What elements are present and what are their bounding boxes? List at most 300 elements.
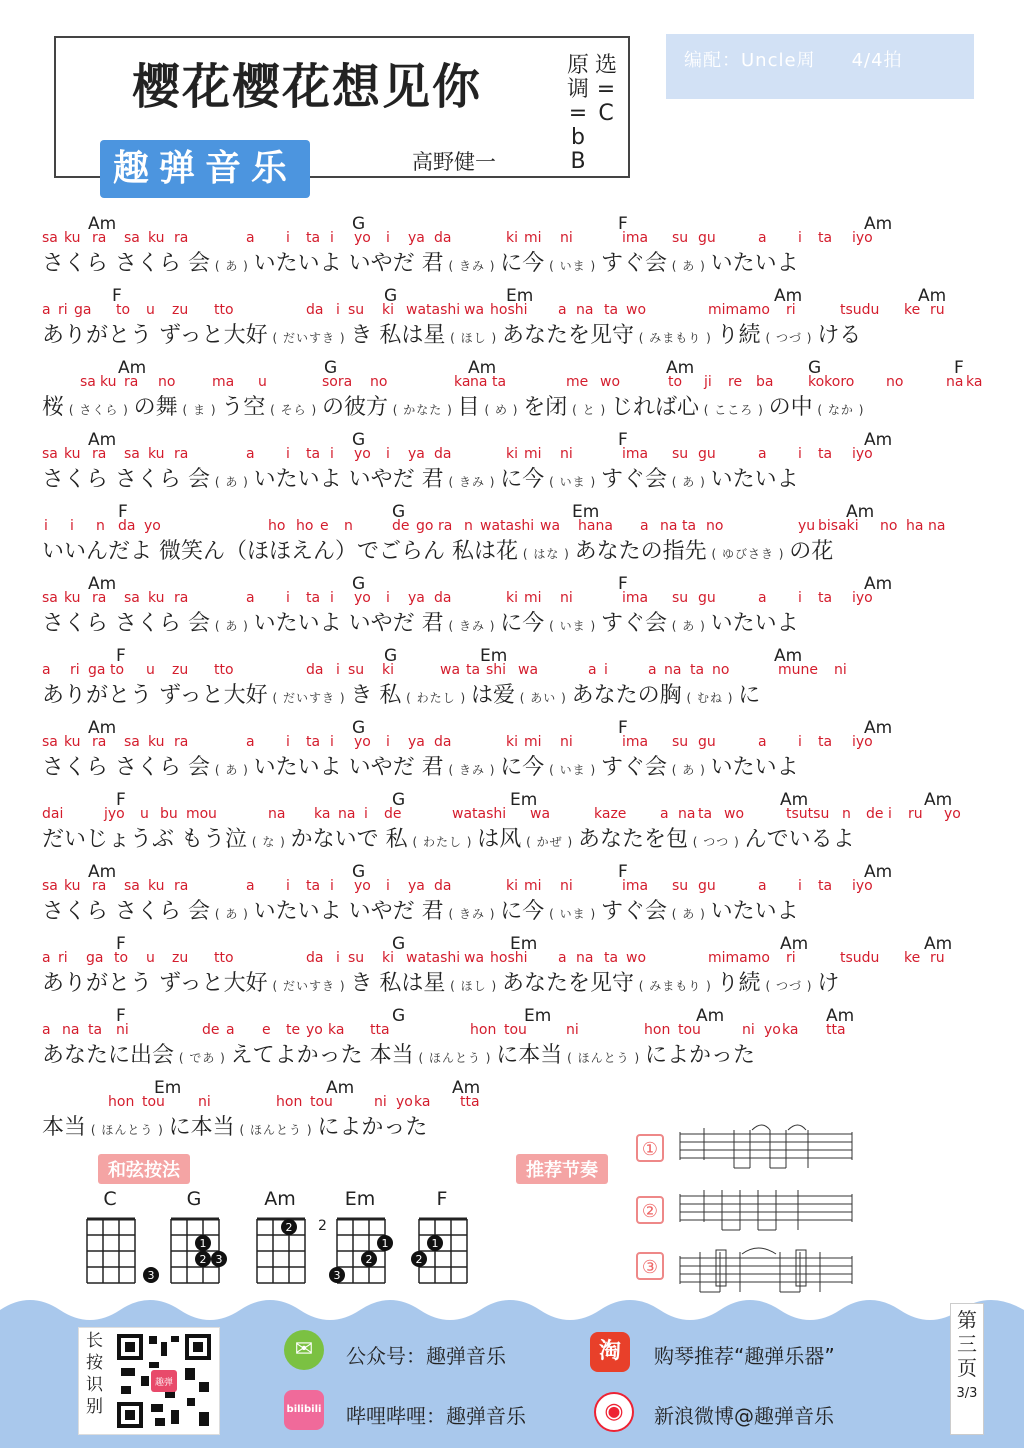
key-select: 选=C [594, 53, 617, 126]
chord-symbol: F [618, 574, 628, 594]
reading-text: あ [225, 259, 239, 273]
close-paren: ) [484, 763, 501, 777]
open-paren: ( [267, 331, 283, 345]
chord-symbol: G [352, 430, 366, 450]
romaji-syllable: ta [306, 446, 321, 462]
romaji-syllable: u [146, 950, 155, 966]
romaji-syllable: ta [88, 1022, 103, 1038]
romaji-syllable: ka [782, 1022, 799, 1038]
chord-symbol: F [116, 1006, 126, 1026]
lyric-segment: えてよかった 本当 [230, 1043, 414, 1068]
finger-number: 2 [365, 1253, 373, 1266]
chord-symbol: Am [696, 1006, 725, 1026]
romaji-syllable: ki [506, 590, 518, 606]
close-paren: ) [206, 403, 222, 417]
romaji-syllable: sa [42, 230, 58, 246]
lyric-segment: いたいよ いやだ 君 [253, 251, 444, 276]
reading-annotation [210, 763, 254, 777]
romaji-syllable: ya [408, 590, 425, 606]
romaji-syllable: i [888, 806, 892, 822]
chord-symbol: G [392, 1006, 406, 1026]
romaji-syllable: to [114, 950, 129, 966]
romaji-syllable: ga [86, 950, 104, 966]
close-paren: ) [238, 475, 254, 489]
lyric-segment: に今 [500, 251, 545, 276]
lyric-text [42, 678, 760, 709]
lyric-segment: あなたの胸 [571, 683, 682, 708]
open-paren: ( [681, 691, 697, 705]
romaji-syllable: a [558, 950, 567, 966]
romaji-syllable: su [348, 302, 365, 318]
romaji-syllable: na [576, 950, 594, 966]
romaji-syllable: i [286, 878, 290, 894]
reading-annotation [210, 259, 254, 273]
romaji-syllable: su [348, 662, 365, 678]
chord-diagram-am [250, 1188, 310, 1288]
romaji-syllable: hon [108, 1094, 135, 1110]
lyric-segment: に今 [500, 611, 545, 636]
reading-annotation [444, 619, 501, 633]
lyric-text [42, 606, 799, 637]
lyric-segment: じれば心 [610, 395, 699, 420]
chord-symbol: G [808, 358, 822, 378]
romaji-syllable: ho [268, 518, 286, 534]
romaji-syllable: ku [148, 734, 165, 750]
romaji-syllable: no [880, 518, 898, 534]
lyric-segment: り続 [716, 971, 761, 996]
open-paren: ( [544, 907, 560, 921]
lyric-segment: の舞 [133, 395, 178, 420]
fretboard [254, 1216, 308, 1286]
open-paren: ( [443, 259, 459, 273]
romaji-syllable: hoshi [490, 950, 528, 966]
fretboard [84, 1216, 155, 1286]
romaji-syllable: ku [64, 590, 81, 606]
romaji-syllable: yo [764, 1022, 781, 1038]
romaji-syllable: ra [92, 230, 107, 246]
open-paren: ( [407, 835, 423, 849]
romaji-syllable: de [866, 806, 884, 822]
romaji-syllable: tou [504, 1022, 527, 1038]
reading-text: であ [189, 1051, 216, 1065]
romaji-syllable: yo [396, 1094, 413, 1110]
wechat-account: 公众号：趣弹音乐 [346, 1344, 506, 1368]
reading-text: いま [559, 259, 586, 273]
romaji-syllable: yo [354, 446, 371, 462]
reading-text: こころ [714, 403, 754, 417]
open-paren: ( [518, 547, 534, 561]
reading-annotation [388, 403, 458, 417]
romaji-syllable: i [798, 446, 802, 462]
lyric-segment: によかった [644, 1043, 755, 1068]
romaji-syllable: a [758, 878, 767, 894]
romaji-syllable: su [348, 950, 365, 966]
reading-text: だいすき [283, 691, 336, 705]
reading-text: ほんとう [428, 1051, 481, 1065]
chord-symbol: Am [918, 286, 947, 306]
romaji-syllable: yu [798, 518, 816, 534]
romaji-syllable: gu [698, 590, 716, 606]
romaji-syllable: na [660, 518, 678, 534]
romaji-syllable: da [434, 734, 452, 750]
finger-number: 2 [199, 1253, 207, 1266]
romaji-syllable: bu [160, 806, 178, 822]
lyric-segment: あなたの指先 [574, 539, 707, 564]
reading-annotation [567, 403, 611, 417]
romaji-syllable: ke [904, 302, 921, 318]
romaji-syllable: ku [148, 230, 165, 246]
romaji-syllable: me [566, 374, 589, 390]
reading-annotation [682, 691, 739, 705]
open-paren: ( [666, 259, 683, 273]
romaji-syllable: mo [186, 806, 209, 822]
romaji-syllable: ki [506, 446, 518, 462]
romaji-syllable: ma [212, 374, 235, 390]
romaji-syllable: yo [354, 878, 371, 894]
lyric-line [0, 862, 1024, 922]
finger-number: 2 [285, 1221, 293, 1234]
reading-text: ほんとう [249, 1123, 302, 1137]
chord-symbol: Em [510, 790, 538, 810]
close-paren: ) [484, 475, 501, 489]
lyric-line [0, 286, 1024, 346]
lyric-line [0, 214, 1024, 274]
chord-symbol: G [352, 214, 366, 234]
chord-symbol: G [352, 718, 366, 738]
romaji-syllable: a [246, 446, 255, 462]
lyric-segment: いたいよ [710, 755, 799, 780]
finger-number: 2 [415, 1253, 423, 1266]
romaji-syllable: e [320, 518, 329, 534]
composer: 高野健一 [412, 150, 496, 174]
romaji-syllable: ni [566, 1022, 579, 1038]
romaji-syllable: ku [148, 878, 165, 894]
romaji-syllable: u [146, 302, 155, 318]
romaji-syllable: ni [834, 662, 847, 678]
romaji-syllable: i [330, 878, 334, 894]
close-paren: ) [585, 475, 601, 489]
romaji-syllable: ta [682, 518, 697, 534]
romaji-syllable: na [576, 302, 594, 318]
close-paren: ) [559, 547, 575, 561]
reading-text: さくら [79, 403, 119, 417]
romaji-syllable: ki [506, 878, 518, 894]
romaji-syllable: na [946, 374, 964, 390]
chord-symbol: Am [864, 574, 893, 594]
romaji-syllable: i [330, 734, 334, 750]
lyric-segment: さくら さくら 会 [42, 251, 210, 276]
reading-text: だいすき [283, 979, 336, 993]
romaji-syllable: iyo [852, 230, 873, 246]
romaji-syllable: ta [306, 230, 321, 246]
romaji-syllable: tsudu [840, 302, 880, 318]
romaji-syllable: na [62, 1022, 80, 1038]
romaji-syllable: go [416, 518, 434, 534]
close-paren: ) [442, 403, 458, 417]
reading-annotation [444, 259, 501, 273]
romaji-syllable: a [758, 590, 767, 606]
lyric-segment: ありがとう ずっと大好 [42, 323, 268, 348]
lyric-text [42, 1038, 755, 1069]
romaji-syllable: kaze [594, 806, 627, 822]
open-paren: ( [687, 835, 704, 849]
romaji-syllable: ka [966, 374, 983, 390]
romaji-syllable: ru [930, 302, 945, 318]
romaji-syllable: na [268, 806, 286, 822]
romaji-syllable: no [158, 374, 176, 390]
close-paren: ) [695, 619, 711, 633]
chord-diagram-name: Em [344, 1188, 376, 1210]
close-paren: ) [801, 331, 818, 345]
reading-annotation [544, 259, 601, 273]
chord-symbol: Em [572, 502, 600, 522]
reading-text: みまもり [649, 979, 702, 993]
lyric-segment: いたいよ [710, 899, 799, 924]
open-paren: ( [210, 907, 226, 921]
reading-text: ゆびさき [721, 547, 774, 561]
lyric-segment: は风 [477, 827, 522, 852]
lyric-segment: いたいよ [710, 611, 799, 636]
lyric-segment: いたいよ [710, 251, 799, 276]
reading-annotation [401, 691, 471, 705]
open-paren: ( [267, 691, 283, 705]
reading-text: あい [530, 691, 557, 705]
brand-logo: 趣弹音乐 [100, 140, 310, 198]
romaji-syllable: ha [906, 518, 924, 534]
close-paren: ) [306, 403, 322, 417]
reading-annotation [699, 403, 769, 417]
romaji-syllable: hon [470, 1022, 497, 1038]
lyric-text [42, 966, 839, 997]
romaji-syllable: watashi [480, 518, 535, 534]
chord-symbol: Am [118, 358, 147, 378]
lyric-segment: け [817, 971, 840, 996]
reading-text: いま [559, 619, 586, 633]
chord-diagram-g [164, 1188, 224, 1288]
romaji-syllable: ra [438, 518, 453, 534]
lyric-text [42, 894, 799, 925]
chord-symbol: Am [924, 790, 953, 810]
romaji-syllable: jyo [104, 806, 125, 822]
reading-annotation [445, 331, 502, 345]
open-paren: ( [443, 907, 459, 921]
close-paren: ) [853, 403, 865, 417]
romaji-syllable: sa [124, 590, 140, 606]
open-paren: ( [267, 979, 283, 993]
close-paren: ) [556, 691, 572, 705]
reading-text: きみ [458, 475, 485, 489]
reading-annotation [174, 1051, 231, 1065]
romaji-syllable: su [672, 734, 689, 750]
lyric-line [0, 1006, 1024, 1066]
romaji-syllable: i [336, 950, 340, 966]
bilibili-account: 哔哩哔哩：趣弹音乐 [346, 1404, 526, 1428]
reading-annotation [210, 907, 254, 921]
open-paren: ( [177, 403, 193, 417]
romaji-syllable: i [286, 446, 290, 462]
finger-number: 1 [381, 1237, 389, 1250]
romaji-syllable: ta [604, 302, 619, 318]
romaji-syllable: to [116, 302, 131, 318]
open-paren: ( [666, 475, 683, 489]
lyric-text [42, 750, 799, 781]
romaji-syllable: watashi [406, 950, 461, 966]
rhythm-3-number: ③ [636, 1252, 664, 1280]
chord-symbol: Am [452, 1078, 481, 1098]
qr-code[interactable] [115, 1332, 213, 1430]
romaji-syllable: i [386, 878, 390, 894]
chord-symbol: Am [468, 358, 497, 378]
close-paren: ) [701, 979, 717, 993]
romaji-syllable: e [262, 1022, 271, 1038]
romaji-syllable: ta [818, 446, 833, 462]
romaji-syllable: i [386, 446, 390, 462]
romaji-syllable: ni [116, 1022, 129, 1038]
lyric-line [0, 574, 1024, 634]
reading-text: と [582, 403, 596, 417]
romaji-syllable: iyo [852, 590, 873, 606]
romaji-syllable: gu [698, 230, 716, 246]
romaji-syllable: na [338, 806, 356, 822]
romaji-syllable: ta [818, 230, 833, 246]
lyric-text [42, 390, 864, 421]
romaji-syllable: wa [540, 518, 561, 534]
arranger-info [666, 34, 974, 99]
chord-symbol: F [954, 358, 964, 378]
romaji-syllable: wo [724, 806, 745, 822]
open-paren: ( [633, 331, 650, 345]
chord-symbol: Am [924, 934, 953, 954]
reading-annotation [813, 403, 865, 417]
reading-text: つづ [775, 979, 802, 993]
romaji-syllable: da [434, 230, 452, 246]
chord-symbol: Am [864, 862, 893, 882]
reading-text: きみ [458, 259, 485, 273]
lyric-line [0, 502, 1024, 562]
reading-text: な [262, 835, 276, 849]
lyric-segment: すぐ会 [600, 611, 667, 636]
lyric-segment: いたいよ いやだ 君 [253, 755, 444, 780]
romaji-syllable: a [660, 806, 669, 822]
romaji-syllable: tto [214, 950, 234, 966]
close-paren: ) [585, 259, 601, 273]
romaji-syllable: sa [42, 734, 58, 750]
reading-text: あ [682, 475, 696, 489]
open-paren: ( [86, 1123, 102, 1137]
chord-symbol: Am [780, 790, 809, 810]
lyric-segment: に [738, 683, 761, 708]
romaji-syllable: tta [370, 1022, 390, 1038]
romaji-syllable: ima [622, 230, 649, 246]
chord-symbol: Em [510, 934, 538, 954]
lyric-segment: によかった [317, 1115, 428, 1140]
romaji-syllable: ki [382, 302, 394, 318]
romaji-syllable: i [798, 878, 802, 894]
song-title: 樱花樱花想见你 [132, 59, 483, 115]
romaji-syllable: ki [382, 950, 394, 966]
open-paren: ( [210, 763, 226, 777]
reading-text: わたし [416, 691, 456, 705]
lyric-segment: さくら さくら 会 [42, 755, 210, 780]
open-paren: ( [210, 259, 226, 273]
lyric-line [0, 790, 1024, 850]
romaji-syllable: bisaki [818, 518, 859, 534]
romaji-syllable: a [42, 950, 51, 966]
reading-annotation [444, 763, 501, 777]
lyric-line [0, 646, 1024, 706]
reading-annotation [707, 547, 790, 561]
finger-number: 3 [147, 1269, 155, 1282]
romaji-syllable: ho [296, 518, 314, 534]
romaji-syllable: kokoro [808, 374, 855, 390]
chord-symbol: F [618, 214, 628, 234]
lyric-segment: う空 [221, 395, 266, 420]
romaji-syllable: i [70, 518, 74, 534]
romaji-syllable: sa [124, 230, 140, 246]
romaji-syllable: ka [414, 1094, 431, 1110]
romaji-syllable: gu [698, 446, 716, 462]
lyric-segment: に今 [500, 467, 545, 492]
open-paren: ( [706, 547, 722, 561]
reading-text: ほんとう [577, 1051, 630, 1065]
romaji-syllable: watashi [452, 806, 507, 822]
romaji-syllable: mi [524, 446, 542, 462]
lyric-segment: いたいよ いやだ 君 [253, 467, 444, 492]
romaji-syllable: a [246, 734, 255, 750]
romaji-syllable: ri [58, 950, 68, 966]
romaji-syllable: ta [818, 734, 833, 750]
lyric-segment: すぐ会 [600, 899, 667, 924]
open-paren: ( [247, 835, 263, 849]
chord-symbol: G [352, 862, 366, 882]
romaji-syllable: no [370, 374, 388, 390]
romaji-syllable: ku [100, 374, 117, 390]
romaji-syllable: ra [92, 734, 107, 750]
close-paren: ) [486, 979, 502, 993]
open-paren: ( [544, 763, 560, 777]
romaji-syllable: ru [930, 950, 945, 966]
lyric-segment: いたいよ [710, 467, 799, 492]
romaji-syllable: i [336, 302, 340, 318]
reading-text: つづ [775, 331, 802, 345]
romaji-syllable: iyo [852, 878, 873, 894]
rhythm-2-number: ② [636, 1196, 664, 1224]
romaji-syllable: zu [172, 302, 189, 318]
romaji-syllable: da [434, 590, 452, 606]
reading-annotation [667, 763, 711, 777]
chord-diagram-name: C [103, 1188, 117, 1210]
lyric-segment: ける [817, 323, 862, 348]
chord-symbol: Em [480, 646, 508, 666]
chord-symbol: F [618, 862, 628, 882]
romaji-syllable: ni [198, 1094, 211, 1110]
romaji-syllable: ri [786, 302, 796, 318]
chord-symbol: G [324, 358, 338, 378]
romaji-syllable: i [798, 590, 802, 606]
romaji-syllable: a [758, 446, 767, 462]
key-original: 原调=bB [566, 53, 589, 174]
romaji-syllable: ku [64, 446, 81, 462]
reading-text: あ [225, 475, 239, 489]
romaji-syllable: ra [92, 878, 107, 894]
chord-symbol: Am [774, 286, 803, 306]
reading-text: むね [696, 691, 723, 705]
chord-symbol: Am [864, 430, 893, 450]
romaji-syllable: i [386, 590, 390, 606]
lyric-segment: き 私は星 [350, 323, 446, 348]
reading-annotation [688, 835, 745, 849]
rhythm-section-label: 推荐节奏 [516, 1154, 608, 1184]
